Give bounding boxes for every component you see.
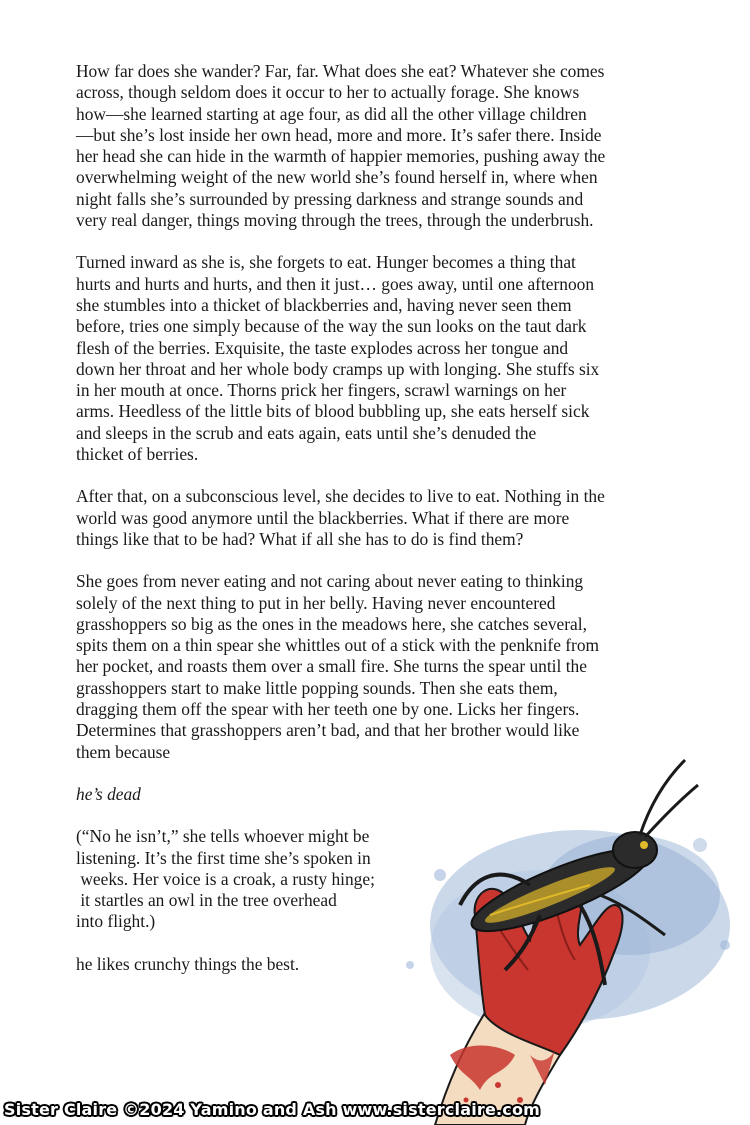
copyright-credit: Sister Claire ©2024 Yamino and Ash www.sisterclaire.com (4, 1100, 541, 1119)
paragraph-5-italic: he’s dead (76, 783, 141, 804)
paragraph-3: After that, on a subconscious level, she decides to live to eat. Nothing in the world was good anymore until the blackberries. What if there are more things like that to be had? What if all she has to do is find them? (76, 486, 605, 549)
paragraph-7: he likes crunchy things the best. (76, 953, 300, 974)
hand-holding-grasshopper-illustration (380, 755, 740, 1125)
paragraph-2: Turned inward as she is, she forgets to eat. Hunger becomes a thing that hurts and hurts and hurts, and then it just… goes away, until one afternoon she stumbles into a thicket of blackberries and, having never seen them before, tries one simply because of the way the sun looks on the taut dark flesh of the berries. Exquisite, the taste explodes across her tongue and down her throat and her whole body cramps up with longing. She stuffs six in her mouth at once. Thorns prick her fingers, scrawl warnings on her arms. Heedless of the little bits of blood bubbling up, she eats herself sick and sleeps in the scrub and eats again, eats until she’s denuded the thicket of berries. (76, 252, 600, 465)
paragraph-1: How far does she wander? Far, far. What does she eat? Whatever she comes across, though seldom does it occur to her to actually forage. She knows how—she learned starting at age four, as did all the other village children —but she’s lost inside her own head, more and more. It’s safer there. Inside her head she can hide in the warmth of happier memories, pushing away the overwhelming weight of the new world she’s found herself in, where when night falls she’s surrounded by pressing darkness and strange sounds and very real danger, things moving through the trees, through the underbrush. (76, 61, 606, 231)
paragraph-4: She goes from never eating and not caring about never eating to thinking solely of the next thing to put in her belly. Having never encountered grasshoppers so big as the ones in the meadows here, she catches several, spits them on a thin spear she whittles out of a stick with the penknife from her pocket, and roasts them over a small fire. She turns the spear until the grasshoppers start to make little popping sounds. Then she eats them, dragging them off the spear with her teeth one by one. Licks her fingers. Determines that grasshoppers aren’t bad, and that her brother would like them because (76, 571, 600, 762)
paragraph-6: (“No he isn’t,” she tells whoever might be listening. It’s the first time she’s spoken in weeks. Her voice is a croak, a rusty hinge; it startles an owl in the tree overhead into flight.) (76, 826, 375, 932)
